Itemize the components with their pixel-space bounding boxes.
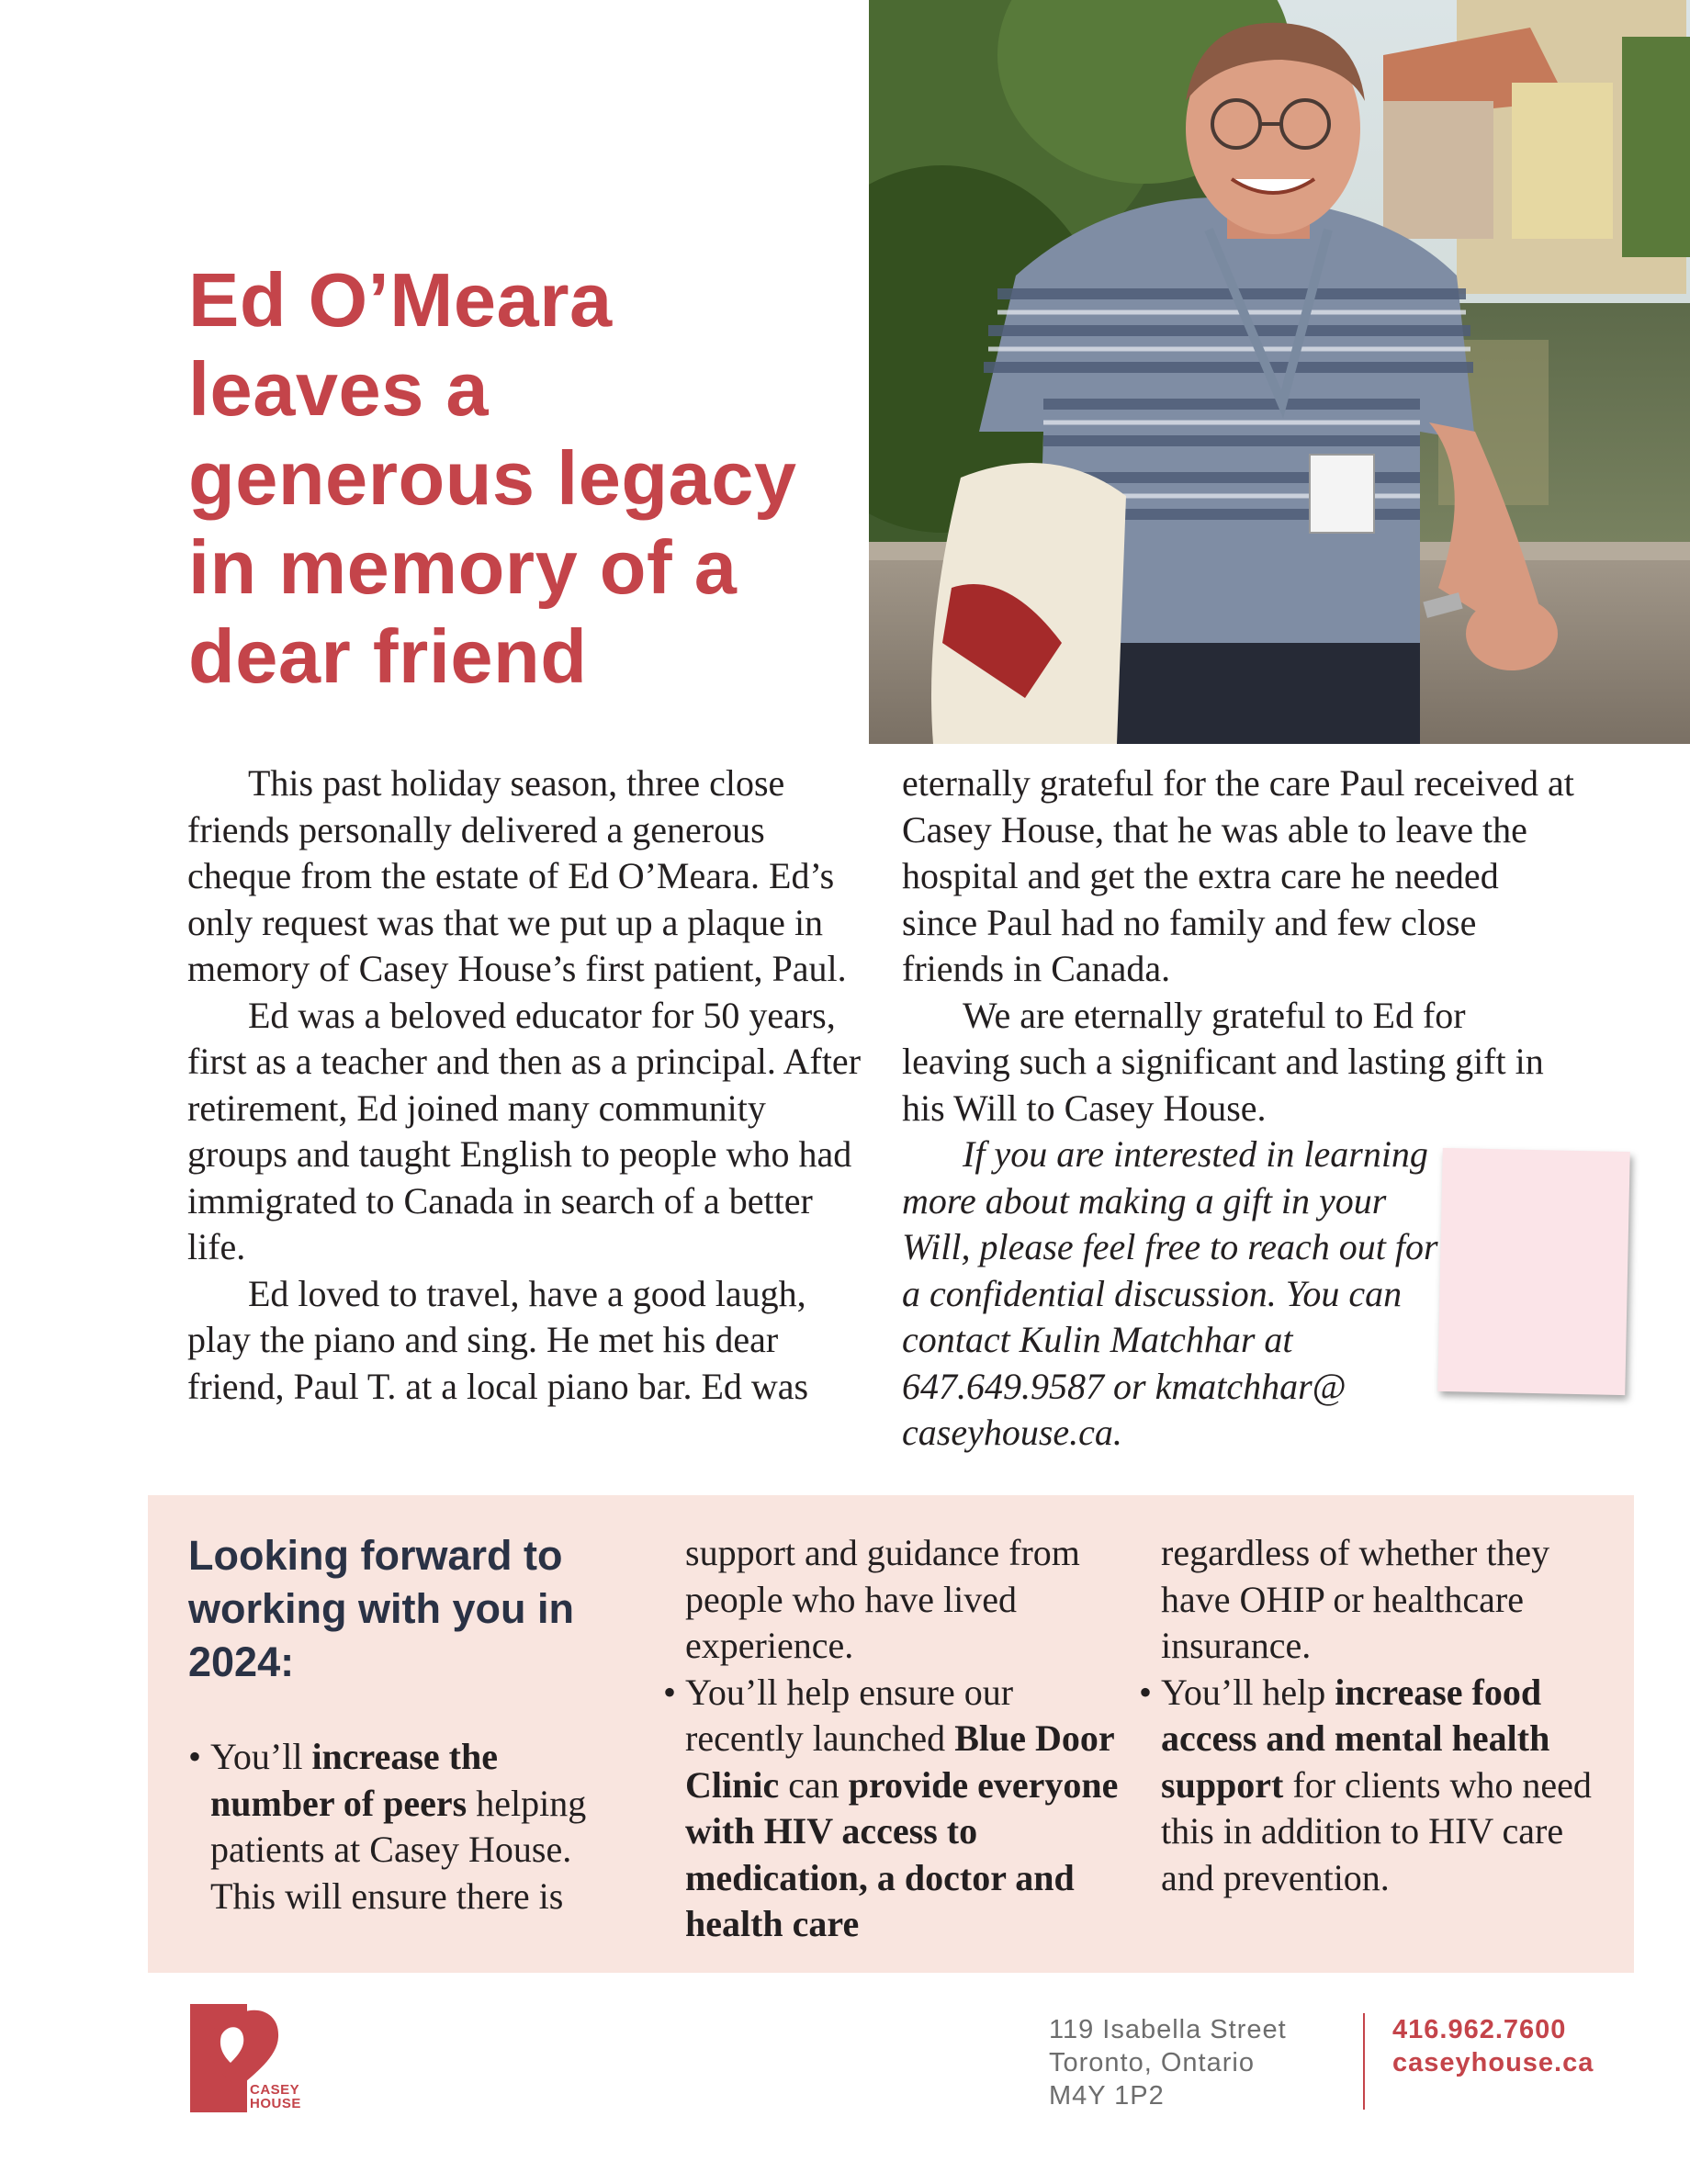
logo-wordmark: CASEY HOUSE (250, 2082, 301, 2111)
list-item-continuation: support and guidance from people who have lived experience. (685, 1532, 1080, 1666)
headline-line: leaves a (188, 346, 490, 432)
article-paragraph: Ed was a beloved educator for 50 years, first as a teacher and then as a principal. After retirement, Ed joined many community groups and taught English to people who had immigrated to Canada in search of a better life. (187, 994, 862, 1267)
website-link[interactable]: caseyhouse.ca (1392, 2048, 1594, 2077)
bold-text: increase the number of peers (210, 1736, 498, 1824)
list-item: • You’ll help increase food access and mental health support for clients who need this in addition to HIV care and prevention. (1139, 1670, 1617, 1902)
list-item: • You’ll increase the number of peers helping patients at Casey House. This will ensure there is (188, 1734, 620, 1919)
forward-column-3 (1139, 1530, 1617, 1901)
phone-number: 416.962.7600 (1392, 2015, 1567, 2044)
article-paragraph: Ed loved to travel, have a good laugh, play the piano and sing. He met his dear friend, Paul T. at a local piano bar. Ed was (187, 1272, 809, 1407)
bold-text: provide everyone with HIV access to medication, a doctor and health care (685, 1763, 1119, 1944)
photo-illustration (869, 0, 1690, 744)
article-paragraph: We are eternally grateful to Ed for leaving such a significant and lasting gift in his Will to Casey House. (902, 994, 1544, 1129)
article-body-left (187, 760, 869, 1410)
headline-line: generous legacy (188, 435, 797, 521)
article-paragraph: This past holiday season, three close friends personally delivered a generous cheque from the estate of Ed O’Meara. Ed’s only request was that we put up a plaque in memory of Casey House’s first patient, Paul. (187, 762, 847, 989)
list-item-continuation: regardless of whether they have OHIP or healthcare insurance. (1161, 1532, 1550, 1666)
list-item: • You’ll help ensure our recently launched Blue Door Clinic can provide everyone with HIV access to medication, a doctor and health care (663, 1670, 1122, 1948)
forward-column-2 (663, 1530, 1122, 1948)
headline-line: in memory of a (188, 524, 738, 610)
article-headline (188, 255, 850, 701)
headline-line: Ed O’Meara (188, 257, 613, 343)
bold-text: increase food access and mental health support (1161, 1671, 1550, 1806)
sticky-note-decoration (1437, 1148, 1630, 1395)
legacy-gift-contact-note: If you are interested in learning more about making a gift in your Will, please feel free to reach out for a confidential discussion. You can contact Kulin Matchhar at 647.649.9587 or kmatchhar@ caseyhouse.ca. (902, 1133, 1438, 1453)
article-paragraph: eternally grateful for the care Paul received at Casey House, that he was able to leave the hospital and get the extra care he needed since Paul had no family and few close friends in Canada. (902, 762, 1574, 989)
forward-column-1 (188, 1734, 620, 1919)
footer-contact (1392, 2013, 1594, 2079)
looking-forward-title: Looking forward to working with you in 2024: (188, 1532, 574, 1685)
headline-line: dear friend (188, 614, 588, 699)
ed-omeara-photo (869, 0, 1690, 744)
footer-divider (1363, 2013, 1365, 2110)
bold-text: Blue Door Clinic (685, 1717, 1114, 1806)
footer-address: 119 Isabella Street Toronto, Ontario M4Y 1P2 (1049, 2015, 1287, 2111)
